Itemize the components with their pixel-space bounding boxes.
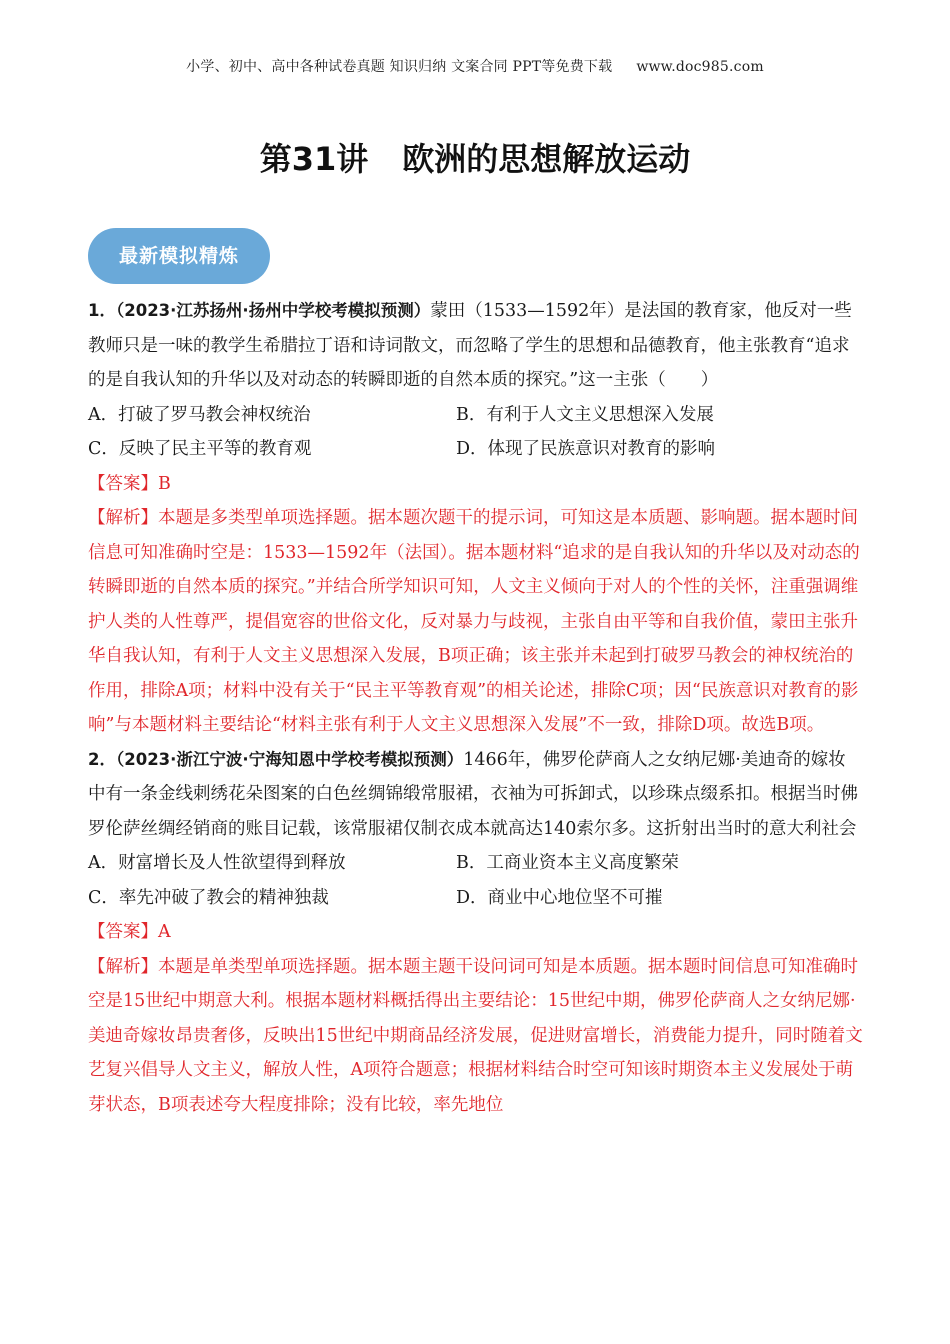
question-number: 1． — [88, 301, 116, 320]
question-source: （2023·江苏扬州·扬州中学校考模拟预测） — [115, 301, 431, 320]
option-d[interactable]: D．体现了民族意识对教育的影响 — [456, 439, 716, 459]
section-label: 最新模拟精炼 — [88, 228, 270, 284]
question-stem — [88, 294, 863, 398]
question-number: 2． — [88, 749, 116, 769]
option-b[interactable]: B．工商业资本主义高度繁荣 — [456, 853, 679, 873]
question-text: 蒙田（1533—1592年）是法国的教育家，他反对一些教师只是一味的教学生希腊拉丁语和诗词散文，而忽略了学生的思想和品德教育，他主张教育“追求的是自我认知的升华以及对动态的转瞬即逝的自然本质的探究。”这一主张（ ） — [88, 301, 852, 390]
option-b[interactable]: B．有利于人文主义思想深入发展 — [456, 404, 714, 425]
question-stem — [88, 743, 863, 847]
header-url[interactable]: www.doc985.com — [636, 59, 764, 75]
option-a[interactable]: A．打破了罗马教会神权统治 — [88, 404, 311, 425]
page-header — [0, 56, 950, 76]
title-topic: 欧洲的思想解放运动 — [402, 140, 691, 178]
option-a[interactable]: A．财富增长及人性欲望得到释放 — [88, 853, 346, 873]
title-lecture: 第31讲 — [259, 140, 369, 178]
option-d[interactable]: D．商业中心地位坚不可摧 — [456, 887, 663, 908]
option-list — [88, 398, 863, 467]
option-c[interactable]: C．反映了民主平等的教育观 — [88, 439, 312, 459]
header-text: 小学、初中、高中各种试卷真题 知识归纳 文案合同 PPT等免费下载 — [186, 59, 613, 75]
answer: 【答案】B — [88, 473, 171, 494]
question-1 — [88, 294, 863, 743]
page-title — [0, 134, 950, 180]
analysis: 【解析】本题是多类型单项选择题。据本题次题干的提示词，可知这是本质题、影响题。据本题时间信息可知准确时空是：1533—1592年（法国）。据本题材料“追求的是自我认知的升华以及对动态的转瞬即逝的自然本质的探究。”并结合所学知识可知，人文主义倾向于对人的个性的关怀，注重强调维护人类的人性尊严，提倡宽容的世俗文化，反对暴力与歧视，主张自由平等和自我价值，蒙田主张升华自我认知，有利于人文主义思想深入发展，B项正确；该主张并未起到打破罗马教会的神权统治的作用，排除A项；材料中没有关于“民主平等教育观”的相关论述，排除C项；因“民族意识对教育的影响”与本题材料主要结论“材料主张有利于人文主义思想深入发展”不一致，排除D项。故选B项。 — [88, 508, 860, 735]
answer: 【答案】A — [88, 922, 171, 942]
question-2 — [88, 743, 863, 1123]
option-list — [88, 846, 863, 915]
question-text: 1466年，佛罗伦萨商人之女纳尼娜·美迪奇的嫁妆中有一条金线刺绣花朵图案的白色丝绸锦缎常服裙，衣袖为可拆卸式，以珍珠点缀系扣。根据当时佛罗伦萨丝绸经销商的账目记载，该常服裙仅制衣成本就高达140索尔多。这折射出当时的意大利社会 — [88, 749, 858, 839]
option-c[interactable]: C．率先冲破了教会的精神独裁 — [88, 887, 329, 908]
question-source: （2023·浙江宁波·宁海知恩中学校考模拟预测） — [115, 749, 464, 769]
question-list — [88, 294, 863, 1122]
analysis: 【解析】本题是单类型单项选择题。据本题主题干设问词可知是本质题。据本题时间信息可知准确时空是15世纪中期意大利。根据本题材料概括得出主要结论：15世纪中期，佛罗伦萨商人之女纳尼娜·美迪奇嫁妆昂贵奢侈，反映出15世纪中期商品经济发展，促进财富增长，消费能力提升，同时随着文艺复兴倡导人文主义，解放人性，A项符合题意；根据材料结合时空可知该时期资本主义发展处于萌芽状态，B项表述夸大程度排除；没有比较，率先地位 — [88, 956, 863, 1115]
